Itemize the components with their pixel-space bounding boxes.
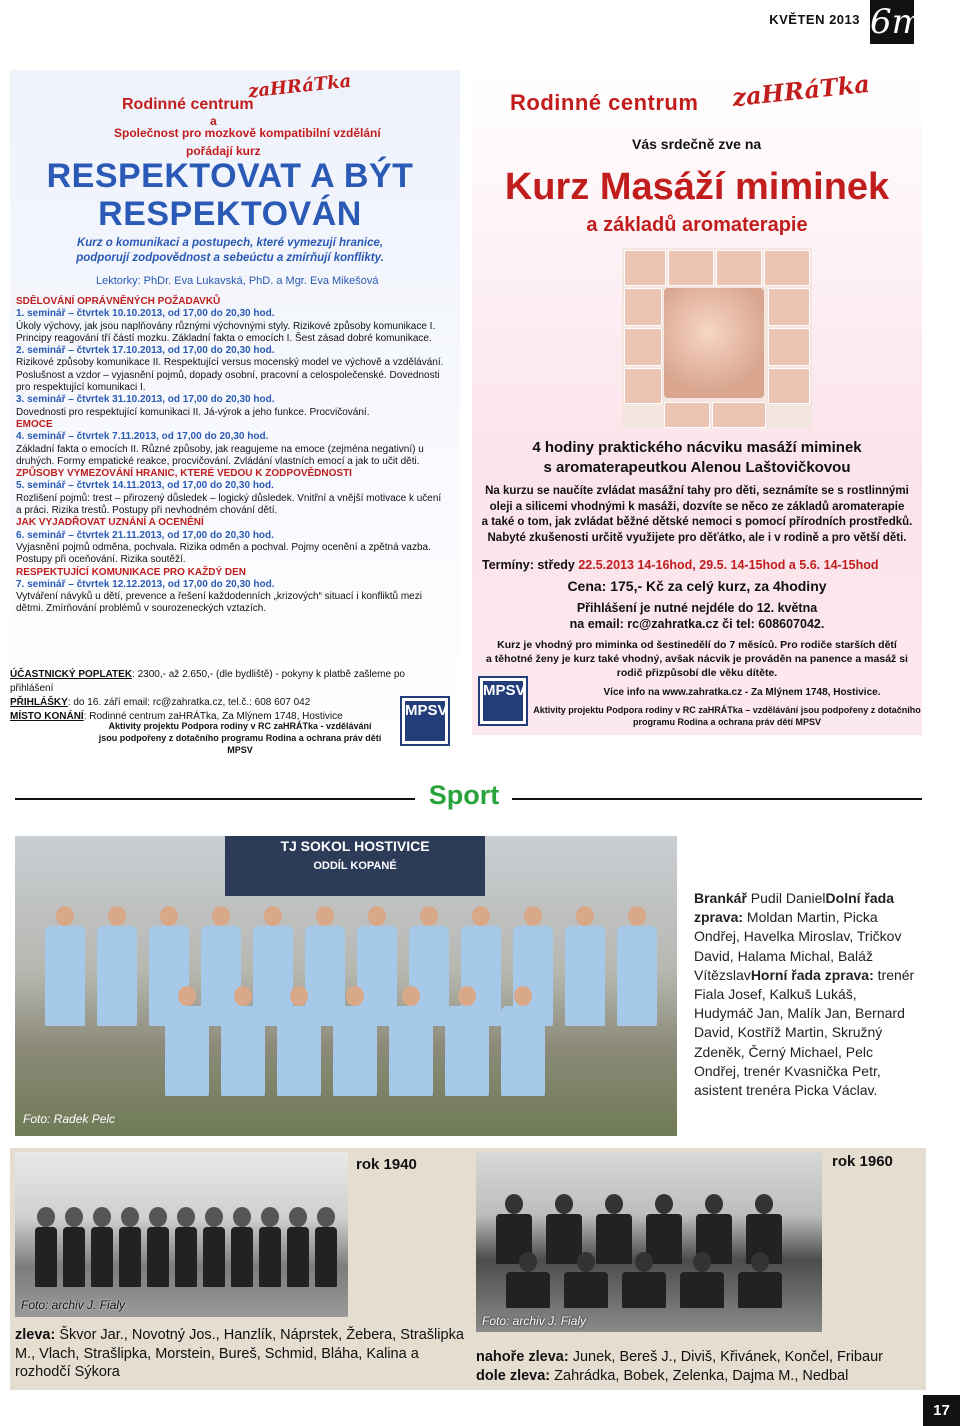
sport-rule-left [15,798,415,800]
caption-1940-text: Škvor Jar., Novotný Jos., Hanzlík, Náprstek, Žebera, Strašlipka M., Vlach, Strašlipka, Morstein, Bureš, Schmid, Bláha, Kalina a rozhodčí Sýkora [15,1327,464,1380]
player-head [93,1207,111,1227]
stand-sign-line2: ODDÍL KOPANÉ [313,860,397,872]
poster1-program [16,296,446,616]
signup-value: : do 16. září email: rc@zahratka.cz, tel.č.: 608 607 042 [67,697,311,708]
program-section-title: EMOCE [16,418,53,430]
player-head [317,1207,335,1227]
player-figure [97,926,137,1026]
poster2-description [472,484,922,546]
player-head [346,986,364,1006]
poster2-desc-2: oleji a silicemi vhodnými k masáži, dozvíte se něco ze základů aromaterapie [489,500,905,513]
player-head [755,1194,773,1214]
poster2-terms [482,558,922,572]
poster1-intro: pořádají kurz [186,144,261,158]
poster-masaze [472,70,922,735]
player-head [264,906,282,926]
program-seminar-date: 7. seminář – čtvrtek 12.12.2013, od 17,00 do 20,30 hod. [16,578,275,590]
program-seminar-date: 1. seminář – čtvrtek 10.10.2013, od 17,00 do 20,30 hod. [16,308,275,320]
poster2-footer-1: Aktivity projektu Podpora rodiny v RC zaHRÁTka – vzdělávání jsou podpořeny z dotačního [533,705,921,715]
poster2-hours [472,438,922,478]
poster2-reg-2: na email: rc@zahratka.cz či tel: 608607042. [569,617,825,631]
player-figure [277,1006,321,1096]
player-head [289,1207,307,1227]
massage-photo-collage [622,248,812,428]
player-figure [333,1006,377,1096]
sport-rule-right [512,798,922,800]
player-figure [175,1227,197,1287]
team-caption-label: Horní řada zprava: [750,966,874,983]
poster-respektovat [10,70,460,755]
player-head [505,1194,523,1214]
player-figure [287,1227,309,1287]
poster1-subtitle-1: Kurz o komunikaci a postupech, které vymezují hranice, [76,237,384,249]
program-description: Úkoly výchovy, jak jsou naplňovány různými výchovnými styly. Rizikové způsoby komunikace I. Principy reagování tří částí mozku. Základní fakta o emocích I. Šest zásad dobré komunikace. [16,320,436,344]
caption-1960-top-label: nahoře zleva: [476,1349,569,1365]
terms-label: Termíny: středy [482,558,575,572]
poster1-title-2: RESPEKTOVÁN [98,195,362,233]
player-head [635,1252,653,1272]
poster2-hours-1: 4 hodiny praktického nácviku masáží miminek [532,439,862,456]
player-head [212,906,230,926]
player-head [37,1207,55,1227]
player-head [178,986,196,1006]
player-figure [445,1006,489,1096]
poster2-more-info: Více info na www.zahratka.cz - Za Mlýnem 1748, Hostivice. [603,687,881,698]
program-description: Rozlišení pojmů: trest – přirozený důsledek – logický důsledek. Vnitřní a vnější motivace k učení a práci. Rizika trestů. Postupy při nevhodném chování dětí. [16,492,442,517]
player-head [56,906,74,926]
player-head [261,1207,279,1227]
player-figure [596,1214,632,1264]
place-value: : Rodinné centrum zaHRÁTka, Za Mlýnem 1748, Hostivice [83,711,343,722]
player-head [234,986,252,1006]
poster2-suit-2: a těhotné ženy je kurz také vhodný, avšak nácvik je prováděn na panence a masáž si [486,653,908,665]
poster2-footer-2: programu Rodina a ochrana práv dětí MPSV [632,717,822,727]
player-head [233,1207,251,1227]
poster1-title-1: RESPEKTOVAT A BÝT [46,157,414,195]
team-caption-text: Pudil Daniel [746,890,826,906]
player-figure [147,1227,169,1287]
poster2-invite: Vás srdečně zve na [632,136,762,152]
player-figure [389,1006,433,1096]
poster1-lecturers: Lektorky: PhDr. Eva Lukavská, PhD. a Mgr. Eva Mikešová [96,275,379,287]
poster1-info [10,668,450,724]
massage-photo [716,250,762,286]
poster2-desc-1: Na kurzu se naučíte zvládat masážní tahy pro děti, seznámíte se s rostlinnými [485,485,909,497]
poster1-footer-2: jsou podpořeny z dotačního programu Rodina a ochrana práv dětí MPSV [98,733,382,755]
caption-1960-bottom-label: dole zleva: [476,1367,551,1384]
massage-photo [624,328,662,366]
player-figure [91,1227,113,1287]
program-section-title: ZPŮSOBY VYMEZOVÁNÍ HRANIC, KTERÉ VEDOU K ZODPOVĚDNOSTI [16,468,352,480]
team-caption-text: Moldan Martin, Picka Ondřej, Havelka Miroslav, Tričkov David, Halama Michal, Baláž Vítězslav [694,909,902,983]
credit-1940: Foto: archiv J. Fialy [21,1298,126,1312]
poster1-subtitle-2: podporují zodpovědnost a sebeúctu a zmírňují konflikty. [76,252,384,264]
massage-photo [764,250,810,286]
player-head [149,1207,167,1227]
massage-photo [712,402,766,428]
player-head [472,906,490,926]
player-figure [35,1227,57,1287]
player-figure [680,1272,724,1308]
poster1-org2: Společnost pro mozkově kompatibilní vzdělání [114,126,381,140]
program-seminar-date: 6. seminář – čtvrtek 21.11.2013, od 17,00 do 20,30 hod. [16,529,274,541]
massage-photo [624,368,662,404]
player-head [65,1207,83,1227]
player-head [577,1252,595,1272]
program-description: Vytváření návyků u dětí, prevence a řešení každodenních „krizových“ situací i konfliktů mezi dětmi. Zmírňování problémů v sourozeneckých vztazích. [16,591,422,615]
player-head [458,986,476,1006]
player-head [160,906,178,926]
photo-1960 [476,1152,822,1332]
player-head [524,906,542,926]
player-figure [119,1227,141,1287]
massage-photo [664,402,710,428]
player-head [121,1207,139,1227]
player-head [402,986,420,1006]
player-figure [738,1272,782,1308]
poster2-suit-3: rodič přizpůsobí dle věku dítěte. [616,667,778,679]
fee-label: ÚČASTNICKÝ POPLATEK [10,669,133,680]
team-caption-label: Brankář [694,890,747,906]
poster1-footer [90,720,390,756]
player-head [693,1252,711,1272]
player-figure [231,1227,253,1287]
player-head [605,1194,623,1214]
zahratka-logo-2: zaHRáTka [730,68,872,113]
stand-sign [225,836,485,896]
fee-value: : 2300,- až 2.650,- (dle bydliště) - pokyny k platbě zašleme po přihlášení [10,669,405,694]
page-number: 17 [923,1395,960,1426]
player-head [705,1194,723,1214]
program-section-title: JAK VYJADŘOVAT UZNÁNÍ A OCENĚNÍ [16,517,204,529]
player-figure [564,1272,608,1308]
poster2-desc-3: a také o tom, jak zvládat běžné dětské nemoci s pomocí přírodních prostředků. [481,516,913,528]
player-figure [63,1227,85,1287]
caption-1940-label: zleva: [15,1327,56,1343]
player-figure [501,1006,545,1096]
player-figure [506,1272,550,1308]
magazine-logo: 6m [870,2,924,42]
program-section-title: SDĚLOVÁNÍ OPRÁVNĚNÝCH POŽADAVKŮ [16,296,221,307]
baby-photo [664,288,764,398]
poster2-suitability [472,638,922,680]
poster2-desc-4: Nabyté zkušenosti určitě využijete pro děťátko, ale i v rodině a pro větší děti. [487,531,907,544]
year-1960: rok 1960 [832,1153,893,1170]
player-figure [546,1214,582,1264]
team-caption [694,889,919,1100]
player-figure [259,1227,281,1287]
mpsv-logo-2: MPSV [480,678,526,724]
player-head [751,1252,769,1272]
player-figure [165,1006,209,1096]
program-seminar-date: 5. seminář – čtvrtek 14.11.2013, od 17,00 do 20,30 hod. [16,480,274,492]
poster2-brand: Rodinné centrum [510,90,699,115]
player-head [655,1194,673,1214]
poster2-price: Cena: 175,- Kč za celý kurz, za 4hodiny [567,578,827,594]
caption-1960-bottom-text: Zahrádka, Bobek, Zelenka, Dajma M., Nedbal [550,1367,849,1384]
poster2-suit-1: Kurz je vhodný pro miminka od šestinedělí do 7 měsíců. Pro rodiče starších dětí [497,639,897,651]
massage-photo [624,288,662,326]
program-description: Rizikové způsoby komunikace II. Respektující versus mocenský model ve výchově a vzdělávání. Poslušnost a vzdor – vyjasnění pojmů, dopady osobní, pracovní a celospolečenské. Dovednosti pro respektující komunikaci I. [16,357,444,394]
player-head [205,1207,223,1227]
mpsv-logo: MPSV [402,698,448,744]
program-seminar-date: 2. seminář – čtvrtek 17.10.2013, od 17,00 do 20,30 hod. [16,345,275,357]
massage-photo [624,250,666,286]
caption-1960 [476,1348,926,1385]
signup-label: PŘIHLÁŠKY [10,697,68,708]
player-figure [203,1227,225,1287]
player-figure [45,926,85,1026]
poster2-title: Kurz Masáží miminek [504,166,890,208]
player-head [420,906,438,926]
player-figure [617,926,657,1026]
issue-date: KVĚTEN 2013 [769,12,860,27]
caption-1960-top-text: Junek, Bereš J., Diviš, Křivánek, Končel, Fribaur [568,1349,883,1365]
team-caption-text: trenér Fiala Josef, Kalkuš Lukáš, Hudymáč Jan, Malík Jan, Bernard David, Kostříž Martin, Skružný Zdeněk, Černý Michael, Pelc Ondřej, trenér Kvasnička Petr, asistent trenéra Picka Václav. [694,966,915,1099]
massage-photo [768,328,810,366]
poster1-conj: a [210,114,217,128]
poster1-brand: Rodinné centrum [122,96,254,113]
team-caption-label: Dolní řada zprava: [694,890,894,926]
player-figure [622,1272,666,1308]
zahratka-logo: zaHRáTka [247,70,353,103]
player-figure [221,1006,265,1096]
caption-1940 [15,1326,465,1382]
player-head [290,986,308,1006]
credit-1960: Foto: archiv J. Fialy [482,1314,587,1328]
player-head [576,906,594,926]
massage-photo [768,288,810,326]
program-description: Vyjasnění pojmů odměna, pochvala. Rizika odměn a pochval. Pojmy ocenění a zpětná vazba. Postupy při oceňování. Rizika soutěží. [16,541,431,566]
poster2-reg-1: Přihlášení je nutné nejdéle do 12. května [576,601,818,615]
poster2-subtitle: a základů aromaterapie [586,214,808,236]
terms-value: 22.5.2013 14-16hod, 29.5. 14-15hod a 5.6. 14-15hod [578,558,879,572]
player-head [108,906,126,926]
program-description: Dovednosti pro respektující komunikaci II. Já-výrok a jeho funkce. Procvičování. [16,406,370,418]
program-description: Základní fakta o emocích II. Různé způsoby, jak reagujeme na emoce (zejména negativní) u druhých. Formy empatické reakce, procvičování. Zvládání vlastních emocí a jak to učit děti. [16,443,424,467]
poster2-hours-2: s aromaterapeutkou Alenou Laštovičkovou [543,459,851,476]
player-head [316,906,334,926]
poster2-registration [472,600,922,632]
program-seminar-date: 3. seminář – čtvrtek 31.10.2013, od 17,00 do 20,30 hod. [16,394,275,406]
place-label: MÍSTO KONÁNÍ [10,711,84,722]
player-figure [565,926,605,1026]
player-head [555,1194,573,1214]
poster1-footer-1: Aktivity projektu Podpora rodiny v RC zaHRÁTka - vzdělávání [108,721,372,731]
stand-sign-line1: TJ SOKOL HOSTIVICE [280,838,430,854]
massage-photo [768,368,810,404]
player-head [519,1252,537,1272]
player-figure [315,1227,337,1287]
program-section-title: RESPEKTUJÍCÍ KOMUNIKACE PRO KAŽDÝ DEN [16,566,247,578]
year-1940: rok 1940 [356,1156,417,1173]
team-photo-credit: Foto: Radek Pelc [23,1112,116,1126]
program-seminar-date: 4. seminář – čtvrtek 7.11.2013, od 17,00 do 20,30 hod. [16,431,269,443]
sport-heading: Sport [416,780,512,811]
player-head [514,986,532,1006]
player-head [628,906,646,926]
team-photo [15,836,677,1136]
massage-photo [668,250,714,286]
player-head [177,1207,195,1227]
poster2-footer [532,704,922,728]
player-head [368,906,386,926]
photo-1940 [15,1152,348,1317]
